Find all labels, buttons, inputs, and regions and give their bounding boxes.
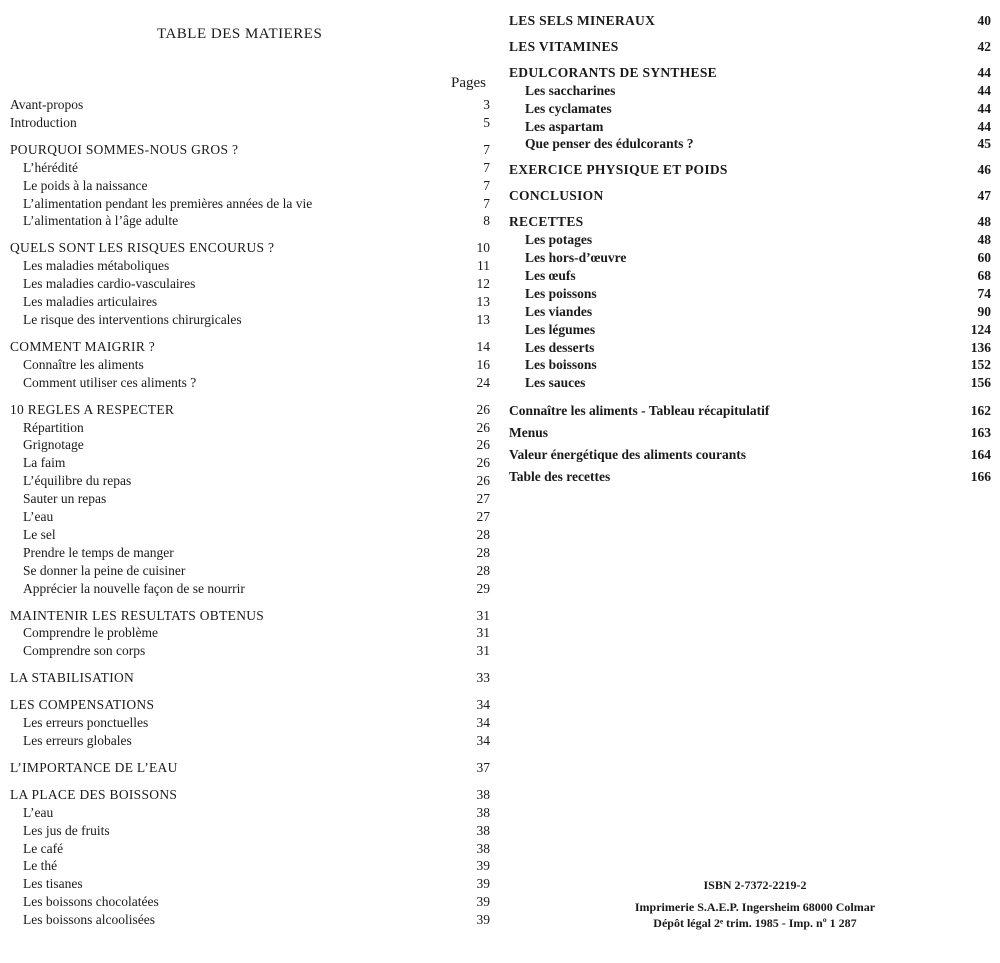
toc-entry-page-number: 26 xyxy=(476,473,490,489)
toc-section xyxy=(10,239,490,329)
toc-section xyxy=(10,759,490,777)
toc-entry[interactable] xyxy=(10,257,490,275)
toc-entry[interactable] xyxy=(509,231,991,249)
toc-entry[interactable] xyxy=(10,212,490,230)
toc-entry[interactable] xyxy=(509,249,991,267)
toc-section-heading[interactable] xyxy=(10,338,490,356)
toc-section-heading[interactable] xyxy=(509,161,991,179)
toc-entry-page-number: 60 xyxy=(977,249,991,265)
toc-entry-label: Comprendre le problème xyxy=(23,625,158,641)
toc-entry-label: Avant-propos xyxy=(10,97,84,112)
toc-section-heading-page-number: 26 xyxy=(476,401,490,417)
toc-entry-label: Le risque des interventions chirurgicales xyxy=(23,311,242,327)
legal-deposit-text: Dépôt légal 2ᵉ trim. 1985 - Imp. nº 1 287 xyxy=(653,916,857,930)
toc-section-heading[interactable] xyxy=(10,141,490,159)
toc-entry[interactable] xyxy=(509,374,991,392)
toc-section-heading-page-number: 44 xyxy=(977,64,991,80)
toc-section xyxy=(10,338,490,392)
toc-entry-page-number: 7 xyxy=(483,177,490,193)
toc-entry-label: Les hors-d’œuvre xyxy=(525,249,627,265)
toc-entry-page-number: 124 xyxy=(970,321,991,337)
toc-section-heading-page-number: 10 xyxy=(476,240,490,256)
toc-entry-page-number: 5 xyxy=(483,114,490,130)
toc-entry-page-number: 90 xyxy=(977,303,991,319)
toc-entry-label: Valeur énergétique des aliments courants xyxy=(509,446,746,462)
toc-section-heading-label: LES SELS MINERAUX xyxy=(509,13,656,28)
toc-entry-label: Les saccharines xyxy=(525,82,616,98)
toc-section-heading-page-number: 40 xyxy=(977,13,991,28)
toc-entry-label: Les maladies cardio-vasculaires xyxy=(23,276,196,292)
toc-section-heading-label: CONCLUSION xyxy=(509,188,604,204)
toc-entry-page-number: 34 xyxy=(476,733,490,748)
toc-entry[interactable] xyxy=(10,356,490,374)
printer-text: Imprimerie S.A.E.P. Ingersheim 68000 Colmar xyxy=(634,900,876,914)
toc-entry-label: L’hérédité xyxy=(23,159,78,175)
toc-entry-label: Grignotage xyxy=(23,437,84,453)
toc-entry[interactable] xyxy=(10,822,490,840)
toc-entry[interactable] xyxy=(10,526,490,544)
toc-entry-label: L’alimentation à l’âge adulte xyxy=(23,213,179,229)
toc-entry[interactable] xyxy=(10,159,490,177)
toc-entry[interactable] xyxy=(10,544,490,562)
toc-entry[interactable] xyxy=(10,490,490,508)
toc-entry-label: Que penser des édulcorants ? xyxy=(525,136,694,152)
toc-entry[interactable] xyxy=(10,508,490,526)
toc-section-heading[interactable] xyxy=(10,239,490,257)
toc-section-heading-page-number: 31 xyxy=(476,607,490,623)
toc-entry-label: Les œufs xyxy=(525,267,576,283)
toc-entry-label: Les maladies articulaires xyxy=(23,294,158,310)
toc-entry-label: Les desserts xyxy=(525,339,595,355)
toc-entry[interactable] xyxy=(10,714,490,732)
toc-appendix-list xyxy=(509,400,991,487)
toc-entry-label: Le sel xyxy=(23,526,56,542)
toc-entry-label: L’eau xyxy=(23,804,54,820)
toc-entry-label: Connaître les aliments - Tableau récapitulatif xyxy=(509,403,770,419)
toc-entry-page-number: 38 xyxy=(476,822,490,838)
toc-section xyxy=(10,96,490,132)
toc-entry-page-number: 48 xyxy=(977,232,991,248)
toc-section-heading[interactable] xyxy=(10,401,490,419)
toc-entry-page-number: 26 xyxy=(476,419,490,435)
toc-entry[interactable] xyxy=(10,472,490,490)
toc-entry-label: La faim xyxy=(23,455,66,471)
toc-section xyxy=(509,187,991,205)
toc-entry-page-number: 44 xyxy=(977,100,991,116)
toc-entry-page-number: 16 xyxy=(476,356,490,372)
isbn-text: ISBN 2-7372-2219-2 xyxy=(703,878,807,892)
toc-entry[interactable] xyxy=(10,311,490,329)
toc-section-heading-label: MAINTENIR LES RESULTATS OBTENUS xyxy=(10,607,265,623)
toc-entry-label: Comprendre son corps xyxy=(23,643,146,659)
toc-section-heading-page-number: 7 xyxy=(483,141,490,157)
toc-entry[interactable] xyxy=(10,454,490,472)
toc-entry-label: Les boissons chocolatées xyxy=(23,894,159,910)
toc-entry-label: L’équilibre du repas xyxy=(23,473,132,489)
toc-entry[interactable] xyxy=(509,118,991,136)
toc-entry-label: Menus xyxy=(509,425,549,441)
toc-section xyxy=(10,669,490,687)
toc-section xyxy=(509,161,991,179)
toc-entry[interactable] xyxy=(509,100,991,118)
toc-entry-page-number: 31 xyxy=(476,625,490,641)
toc-entry-page-number: 68 xyxy=(977,267,991,283)
toc-section-heading-label: LES VITAMINES xyxy=(509,38,619,54)
toc-entry-page-number: 152 xyxy=(970,357,991,373)
toc-entry-page-number: 164 xyxy=(970,446,991,462)
toc-section-heading-page-number: 38 xyxy=(476,786,490,802)
toc-section-heading-page-number: 48 xyxy=(977,214,991,230)
toc-entry-label: Répartition xyxy=(23,419,84,435)
toc-entry-label: Les viandes xyxy=(525,303,593,319)
toc-entry-label: Comment utiliser ces aliments ? xyxy=(23,374,197,390)
toc-section-heading-label: LA PLACE DES BOISSONS xyxy=(10,786,178,802)
toc-section-heading[interactable] xyxy=(509,213,991,231)
toc-entry-label: Le thé xyxy=(23,858,58,874)
toc-entry-label: Les erreurs ponctuelles xyxy=(23,715,149,731)
toc-section xyxy=(509,64,991,154)
toc-entry[interactable] xyxy=(10,195,490,213)
toc-entry-page-number: 44 xyxy=(977,118,991,134)
toc-entry-page-number: 28 xyxy=(476,526,490,542)
toc-section-heading-page-number: 33 xyxy=(476,670,490,686)
toc-entry-page-number: 31 xyxy=(476,643,490,659)
page-title: TABLE DES MATIERES xyxy=(157,26,323,42)
toc-section xyxy=(509,12,991,30)
toc-entry[interactable] xyxy=(10,642,490,660)
toc-section xyxy=(10,607,490,661)
toc-section-heading-label: L’IMPORTANCE DE L’EAU xyxy=(10,759,178,775)
toc-entry[interactable] xyxy=(509,444,991,466)
toc-entry-label: Les tisanes xyxy=(23,876,83,892)
toc-entry-label: Les potages xyxy=(525,232,593,248)
toc-section-heading-label: LES COMPENSATIONS xyxy=(10,697,155,713)
toc-section xyxy=(10,786,490,929)
toc-section xyxy=(509,213,991,392)
toc-section-heading[interactable] xyxy=(509,12,991,30)
toc-entry-page-number: 12 xyxy=(476,276,490,292)
toc-section-heading-label: LA STABILISATION xyxy=(10,670,135,686)
toc-entry-label: Prendre le temps de manger xyxy=(23,544,174,560)
toc-entry[interactable] xyxy=(509,422,991,444)
toc-entry[interactable] xyxy=(10,177,490,195)
toc-entry[interactable] xyxy=(10,624,490,642)
toc-entry-page-number: 162 xyxy=(970,403,991,419)
toc-section xyxy=(509,38,991,56)
toc-entry-label: Les aspartam xyxy=(525,118,604,134)
toc-entry-page-number: 45 xyxy=(977,136,991,152)
toc-entry[interactable] xyxy=(10,562,490,580)
toc-entry-label: Les poissons xyxy=(525,285,597,301)
toc-entry-page-number: 13 xyxy=(476,311,490,327)
toc-entry-page-number: 38 xyxy=(476,840,490,856)
toc-entry[interactable] xyxy=(10,374,490,392)
toc-entry[interactable] xyxy=(10,732,490,750)
toc-entry-page-number: 27 xyxy=(476,491,490,507)
toc-entry-page-number: 7 xyxy=(483,159,490,175)
toc-entry-label: Les sauces xyxy=(525,375,586,391)
toc-section-heading[interactable] xyxy=(509,187,991,205)
toc-section-heading[interactable] xyxy=(509,38,991,56)
toc-section xyxy=(10,141,490,231)
toc-entry[interactable] xyxy=(10,857,490,875)
toc-entry-page-number: 29 xyxy=(476,580,490,596)
toc-entry[interactable] xyxy=(509,400,991,422)
toc-entry[interactable] xyxy=(509,466,991,488)
toc-entry[interactable] xyxy=(509,339,991,357)
toc-entry-page-number: 156 xyxy=(970,375,991,391)
toc-entry[interactable] xyxy=(10,580,490,598)
toc-section-heading[interactable] xyxy=(10,669,490,687)
toc-entry-page-number: 13 xyxy=(476,294,490,310)
toc-entry[interactable] xyxy=(509,135,991,153)
toc-entry-page-number: 3 xyxy=(483,97,490,112)
toc-section-heading[interactable] xyxy=(10,786,490,804)
toc-section-heading-label: RECETTES xyxy=(509,214,584,230)
toc-section-heading-page-number: 42 xyxy=(977,38,991,54)
toc-entry-label: Sauter un repas xyxy=(23,491,107,507)
toc-entry-page-number: 24 xyxy=(476,374,490,390)
toc-entry-page-number: 39 xyxy=(476,858,490,874)
toc-entry-label: Les jus de fruits xyxy=(23,822,110,838)
toc-entry[interactable] xyxy=(10,275,490,293)
toc-section-heading[interactable] xyxy=(509,64,991,82)
toc-entry[interactable] xyxy=(509,82,991,100)
toc-entry-page-number: 11 xyxy=(477,258,490,274)
toc-entry[interactable] xyxy=(10,114,490,132)
toc-section-heading[interactable] xyxy=(10,696,490,714)
toc-entry-label: Le café xyxy=(23,840,64,856)
toc-entry-page-number: 34 xyxy=(476,715,490,731)
toc-entry[interactable] xyxy=(10,875,490,893)
toc-section-heading-label: EDULCORANTS DE SYNTHESE xyxy=(509,64,717,80)
toc-entry-label: Connaître les aliments xyxy=(23,356,144,372)
toc-entry-page-number: 7 xyxy=(483,195,490,211)
toc-entry-page-number: 44 xyxy=(977,82,991,98)
toc-entry-label: Introduction xyxy=(10,114,77,130)
toc-section-heading[interactable] xyxy=(10,759,490,777)
toc-section-heading-page-number: 34 xyxy=(476,697,490,713)
pages-column-label: Pages xyxy=(451,75,486,91)
toc-entry-page-number: 8 xyxy=(483,213,490,229)
toc-entry-page-number: 38 xyxy=(476,804,490,820)
toc-section-heading-label: QUELS SONT LES RISQUES ENCOURUS ? xyxy=(10,240,275,256)
toc-section-heading-label: EXERCICE PHYSIQUE ET POIDS xyxy=(509,162,728,178)
toc-section-heading-label: COMMENT MAIGRIR ? xyxy=(10,338,156,354)
toc-entry[interactable] xyxy=(509,285,991,303)
toc-entry[interactable] xyxy=(10,840,490,858)
toc-entry-label: L’eau xyxy=(23,509,54,525)
toc-entry[interactable] xyxy=(10,436,490,454)
toc-entry[interactable] xyxy=(10,893,490,911)
imprint-block xyxy=(600,877,910,931)
toc-left-column xyxy=(10,96,490,938)
toc-section-heading-label: POURQUOI SOMMES-NOUS GROS ? xyxy=(10,141,239,157)
toc-entry-label: Les boissons xyxy=(525,357,597,373)
toc-entry-label: Les maladies métaboliques xyxy=(23,258,170,274)
toc-entry[interactable] xyxy=(10,293,490,311)
toc-entry-page-number: 27 xyxy=(476,509,490,525)
toc-entry-page-number: 74 xyxy=(977,285,991,301)
toc-entry-label: Les cyclamates xyxy=(525,100,612,116)
toc-section-heading-page-number: 37 xyxy=(476,759,490,775)
toc-entry-page-number: 26 xyxy=(476,437,490,453)
toc-entry-page-number: 163 xyxy=(970,425,991,441)
toc-entry-label: Se donner la peine de cuisiner xyxy=(23,562,186,578)
toc-entry-label: Table des recettes xyxy=(509,468,611,484)
toc-entry-label: Les erreurs globales xyxy=(23,733,132,748)
toc-entry[interactable] xyxy=(509,303,991,321)
toc-entry-label: Apprécier la nouvelle façon de se nourrir xyxy=(23,580,245,596)
toc-entry-page-number: 39 xyxy=(476,894,490,910)
toc-entry[interactable] xyxy=(10,804,490,822)
toc-entry[interactable] xyxy=(10,911,490,929)
toc-entry-page-number: 39 xyxy=(476,912,490,928)
toc-entry-page-number: 39 xyxy=(476,876,490,892)
toc-entry-page-number: 28 xyxy=(476,562,490,578)
toc-right-column xyxy=(509,12,991,495)
toc-entry-page-number: 136 xyxy=(970,339,991,355)
toc-section-heading-page-number: 14 xyxy=(476,338,490,354)
toc-entry-page-number: 26 xyxy=(476,455,490,471)
toc-section-heading-page-number: 46 xyxy=(977,162,991,178)
toc-entry-label: Les légumes xyxy=(525,321,596,337)
toc-entry[interactable] xyxy=(10,419,490,437)
toc-entry[interactable] xyxy=(509,356,991,374)
toc-section xyxy=(10,401,490,598)
toc-entry[interactable] xyxy=(509,321,991,339)
toc-entry[interactable] xyxy=(509,267,991,285)
toc-entry-label: Les boissons alcoolisées xyxy=(23,912,155,928)
toc-section-heading[interactable] xyxy=(10,607,490,625)
toc-entry-page-number: 28 xyxy=(476,544,490,560)
toc-section-heading-label: 10 REGLES A RESPECTER xyxy=(10,401,175,417)
toc-entry[interactable] xyxy=(10,96,490,114)
toc-section xyxy=(10,696,490,750)
toc-section-heading-page-number: 47 xyxy=(977,188,991,204)
toc-entry-page-number: 166 xyxy=(970,468,991,484)
toc-entry-label: L’alimentation pendant les premières années de la vie xyxy=(23,195,313,211)
toc-entry-label: Le poids à la naissance xyxy=(23,177,148,193)
